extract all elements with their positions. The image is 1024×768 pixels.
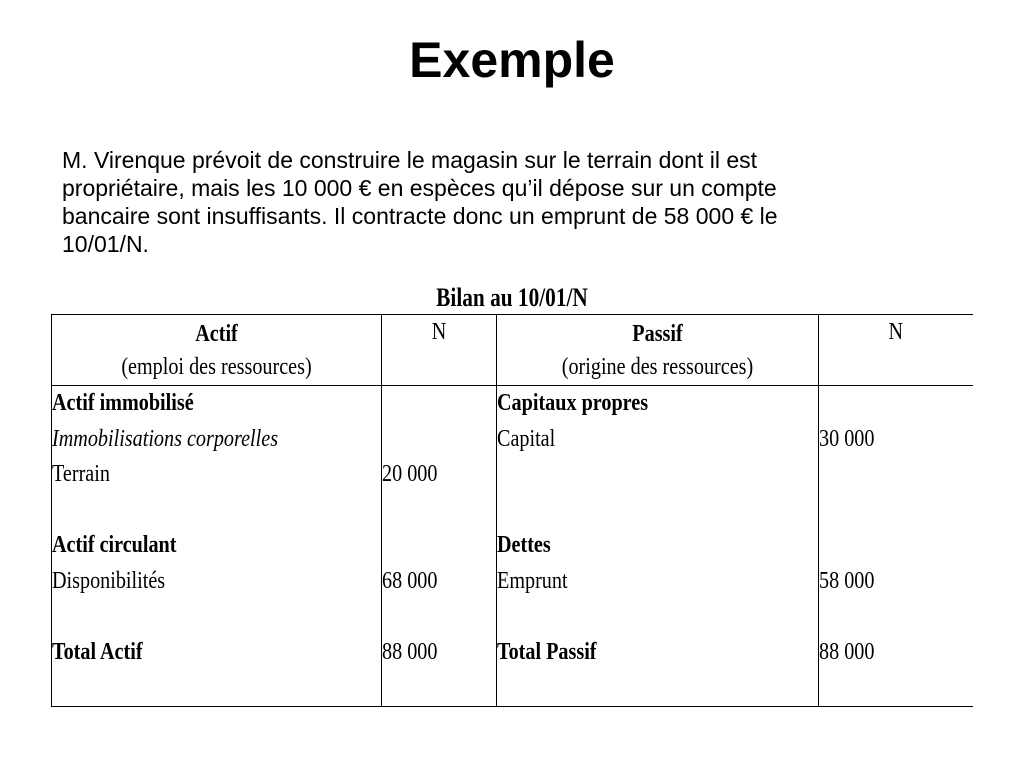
capital-label: Capital: [497, 425, 556, 452]
table-body-row: [52, 386, 973, 707]
total-actif-value: 88 000: [382, 638, 438, 665]
passif-column: [497, 386, 819, 707]
total-passif-label: Total Passif: [497, 638, 597, 665]
header-actif-subtitle: (emploi des ressources): [121, 354, 312, 380]
total-actif-label: Total Actif: [52, 638, 143, 665]
intro-paragraph: [62, 146, 962, 258]
terrain-label: Terrain: [52, 461, 110, 487]
disponibilites-label: Disponibilités: [52, 567, 166, 594]
emprunt-label: Emprunt: [497, 567, 568, 594]
capital-value: 30 000: [819, 425, 875, 452]
total-passif-value: 88 000: [819, 638, 875, 665]
intro-line: M. Virenque prévoit de construire le magasin sur le terrain dont il est: [62, 147, 758, 173]
header-passif-label: Passif: [632, 321, 683, 347]
header-n-actif: N: [382, 315, 497, 386]
slide-title: Exemple: [409, 32, 615, 88]
terrain-value: 20 000: [382, 461, 438, 487]
actif-circulant-heading: Actif circulant: [52, 532, 177, 558]
table-header-row: [52, 315, 973, 386]
emprunt-value: 58 000: [819, 567, 875, 594]
intro-line: 10/01/N.: [62, 231, 149, 257]
table-caption: Bilan au 10/01/N: [436, 283, 588, 312]
disponibilites-value: 68 000: [382, 567, 438, 594]
actif-values-column: [382, 386, 497, 707]
balance-sheet-table: [51, 314, 973, 707]
intro-line: bancaire sont insuffisants. Il contracte donc un emprunt de 58 000 € le: [62, 203, 778, 229]
immobilisations-corporelles-label: Immobilisations corporelles: [52, 425, 279, 452]
passif-values-column: [819, 386, 973, 707]
actif-immobilise-heading: Actif immobilisé: [52, 390, 194, 416]
header-actif: [52, 315, 382, 386]
intro-line: propriétaire, mais les 10 000 € en espèces qu’il dépose sur un compte: [62, 175, 777, 201]
dettes-heading: Dettes: [497, 532, 551, 558]
capitaux-propres-heading: Capitaux propres: [497, 390, 649, 416]
header-passif-subtitle: (origine des ressources): [561, 354, 754, 380]
header-actif-label: Actif: [195, 321, 238, 347]
header-passif: [497, 315, 819, 386]
actif-column: [52, 386, 382, 707]
header-n-passif: N: [819, 315, 973, 386]
